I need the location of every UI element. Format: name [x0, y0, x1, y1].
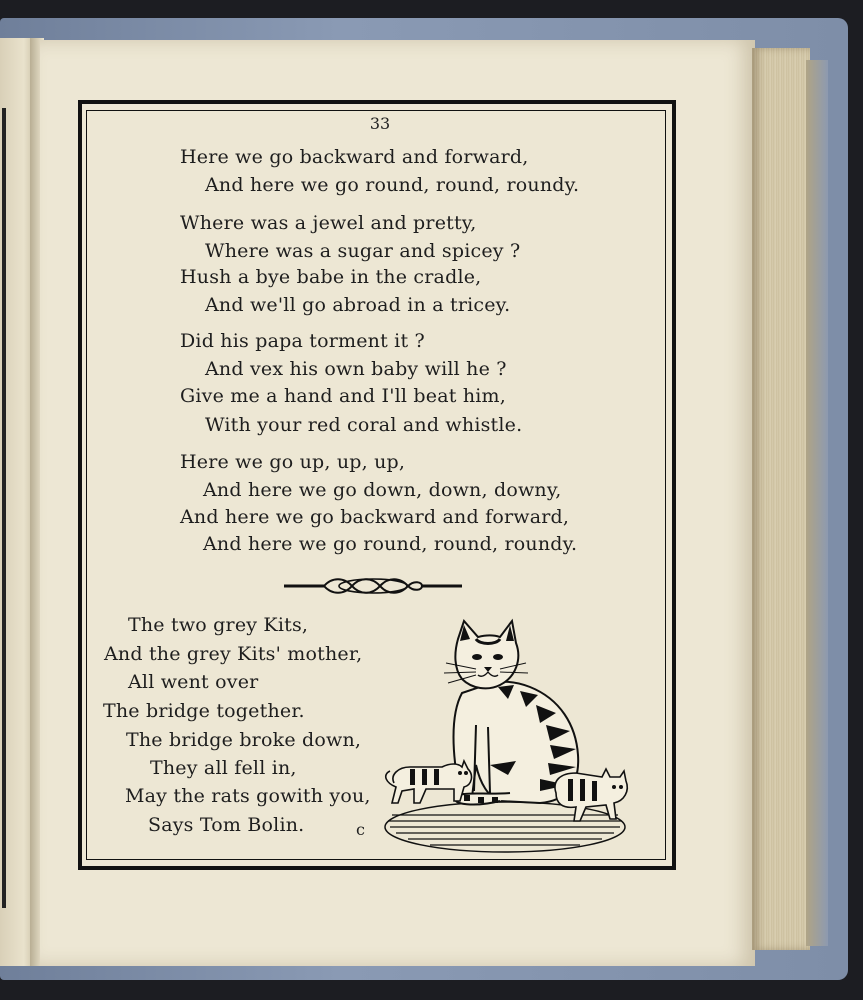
- left-page-border-rule: [2, 108, 6, 908]
- poem1-line: And here we go round, round, roundy.: [203, 533, 578, 555]
- poem2-line: They all fell in,: [150, 757, 297, 779]
- poem1-line: And vex his own baby will he ?: [205, 358, 507, 380]
- poem1-line: And we'll go abroad in a tricey.: [205, 294, 511, 316]
- poem2-line: May the rats gowith you,: [125, 785, 371, 807]
- poem1-line: And here we go backward and forward,: [180, 506, 570, 528]
- ornamental-divider-icon: [282, 574, 464, 598]
- poem2-line: The bridge together.: [103, 700, 305, 722]
- poem1-line: Here we go backward and forward,: [180, 146, 529, 168]
- poem1-line: Where was a sugar and spicey ?: [205, 240, 521, 262]
- poem1-line: And here we go down, down, downy,: [203, 479, 562, 501]
- poem1-line: Where was a jewel and pretty,: [180, 212, 477, 234]
- poem1-line: Hush a bye babe in the cradle,: [180, 266, 482, 288]
- page-fore-edge: [752, 48, 810, 950]
- poem2-line: All went over: [128, 671, 259, 693]
- poem1-line: And here we go round, round, roundy.: [205, 174, 580, 196]
- poem2-line: The bridge broke down,: [126, 729, 362, 751]
- cover-edge: [806, 60, 828, 946]
- poem1-line: With your red coral and whistle.: [205, 414, 523, 436]
- poem2-line: And the grey Kits' mother,: [104, 643, 363, 665]
- poem2-line: The two grey Kits,: [128, 614, 309, 636]
- poem1-line: Here we go up, up, up,: [180, 451, 406, 473]
- poem1-line: Did his papa torment it ?: [180, 330, 425, 352]
- left-page-edge: [0, 38, 34, 966]
- cat-and-kittens-woodcut-icon: [380, 615, 635, 855]
- page-number: 33: [369, 114, 391, 133]
- poem1-line: Give me a hand and I'll beat him,: [180, 385, 507, 407]
- signature-mark: c: [356, 820, 365, 839]
- poem2-line: Says Tom Bolin.: [148, 814, 305, 836]
